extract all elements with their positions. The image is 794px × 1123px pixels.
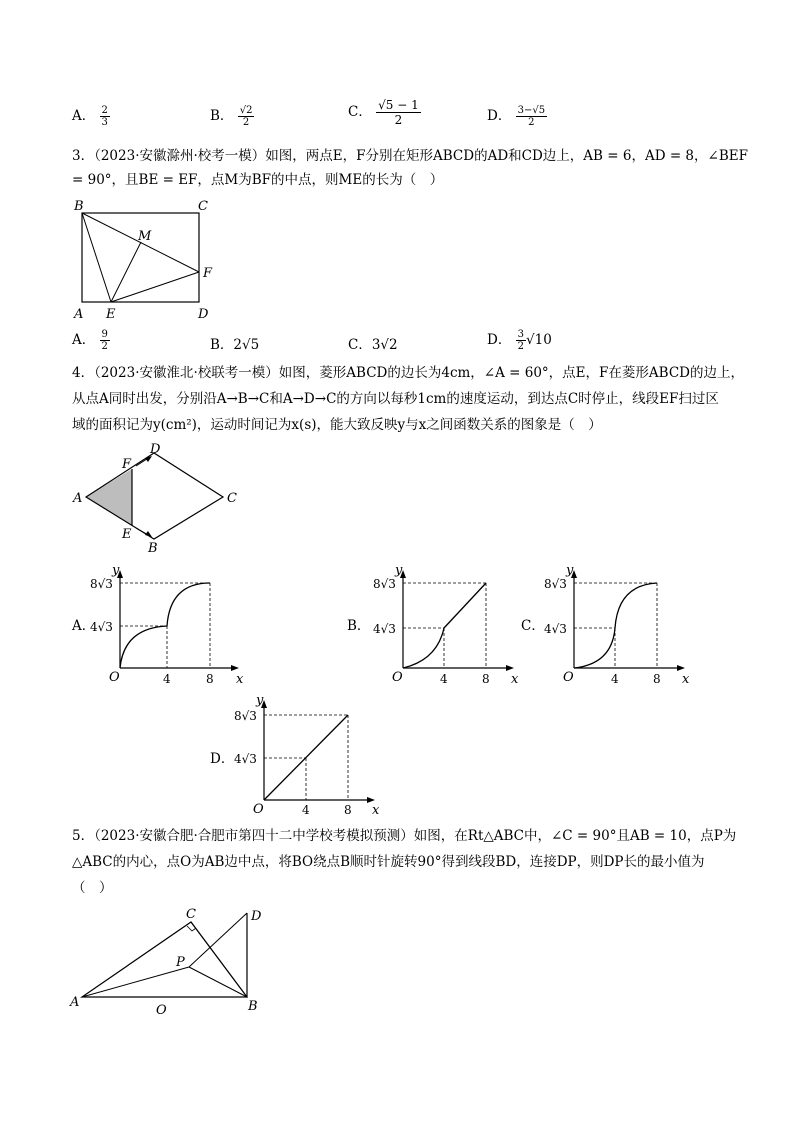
q4-graph-d[interactable] <box>226 690 386 816</box>
label-f: F <box>203 266 213 281</box>
q4-option-a-label[interactable]: A． <box>72 618 96 634</box>
axis-x-label: x <box>236 672 244 686</box>
axis-x-label: x <box>372 803 380 816</box>
q4-stem-line1: 4．（2023·安徽淮北·校联考一模）如图，菱形ABCD的边长为4cm，∠A = 60°，点E，F在菱形ABCD的边上， <box>72 365 744 381</box>
q3-option-a[interactable] <box>72 328 110 352</box>
fraction <box>100 329 110 352</box>
label-f: F <box>122 457 132 472</box>
q5-stem-line1: 5．（2023·安徽合肥·合肥市第四十二中学校考模拟预测）如图，在Rt△ABC中，∠C = 90°且AB = 10，点P为 <box>72 828 737 844</box>
tick-x-mid: 4 <box>302 803 310 816</box>
q4-graph-b[interactable] <box>365 560 525 686</box>
fraction <box>516 329 526 352</box>
denominator: 2 <box>242 117 250 128</box>
tick-x-mid: 4 <box>611 672 619 686</box>
option-letter: C． <box>348 104 372 120</box>
numerator: 3 <box>517 329 524 340</box>
numerator: √2 <box>239 105 253 116</box>
tick-y-lo: 4√3 <box>544 622 567 636</box>
axis-y-label: y <box>256 693 264 708</box>
numerator: 3−√5 <box>517 105 546 116</box>
q5-stem-line3: （ ） <box>72 880 113 896</box>
x-arrow <box>231 665 239 671</box>
label-m: M <box>138 229 152 244</box>
triangle-abc <box>82 922 247 997</box>
label-e: E <box>122 527 132 542</box>
segment-bp <box>189 967 247 997</box>
denominator: 2 <box>528 117 535 128</box>
axis-y-label: y <box>395 563 403 578</box>
numerator: 2 <box>101 105 108 116</box>
tick-y-hi: 8√3 <box>373 577 396 591</box>
tick-x-hi: 8 <box>653 672 661 686</box>
tick-x-mid: 4 <box>440 672 448 686</box>
option-letter: D． <box>487 108 512 124</box>
label-d: D <box>251 909 262 924</box>
x-arrow <box>506 665 514 671</box>
q4-option-b-label[interactable]: B． <box>347 618 371 634</box>
option-letter: B． <box>210 337 234 353</box>
origin-label: O <box>392 670 403 685</box>
tick-y-hi: 8√3 <box>90 577 113 591</box>
q3-option-b[interactable] <box>210 333 259 353</box>
label-c: C <box>186 907 196 922</box>
numerator: 9 <box>101 329 108 340</box>
denominator: 2 <box>394 113 403 127</box>
option-text: 2√5 <box>233 337 260 353</box>
numerator: √5 − 1 <box>378 98 419 112</box>
tick-x-hi: 8 <box>482 672 490 686</box>
q4-rhombus-figure <box>70 440 250 556</box>
denominator: 2 <box>101 341 108 352</box>
origin-label: O <box>109 670 120 685</box>
q3-option-d[interactable] <box>487 328 552 352</box>
q5-triangle-figure <box>66 902 276 1022</box>
q2-option-a[interactable] <box>72 104 110 128</box>
q4-graph-a[interactable] <box>90 560 250 686</box>
tick-y-lo: 4√3 <box>373 622 396 636</box>
tick-x-hi: 8 <box>206 672 214 686</box>
q4-stem-line2: 从点A同时出发，分别沿A→B→C和A→D→C的方向以每秒1cm的速度运动，到达点C时停止，线段EF扫过区 <box>72 391 719 407</box>
label-a: A <box>74 307 84 322</box>
x-arrow <box>677 665 685 671</box>
label-b: B <box>248 999 258 1014</box>
option-letter: A． <box>72 332 96 348</box>
tick-y-hi: 8√3 <box>234 709 257 723</box>
function-curve <box>403 583 486 668</box>
label-a: A <box>73 491 83 506</box>
q3-rectangle-figure <box>70 198 220 322</box>
q2-option-d[interactable] <box>487 104 547 128</box>
option-text: 3√2 <box>371 337 398 353</box>
q3-stem-line1: 3．（2023·安徽滁州·校考一模）如图，两点E，F分别在矩形ABCD的AD和CD边上，AB = 6，AD = 8，∠BEF <box>72 148 748 164</box>
label-p: P <box>176 955 185 970</box>
label-c: C <box>198 199 208 214</box>
function-curve <box>120 583 210 668</box>
label-d: D <box>198 307 209 322</box>
q4-graph-c[interactable] <box>536 560 696 686</box>
function-curve <box>574 583 657 668</box>
q4-option-c-label[interactable]: C． <box>521 618 545 634</box>
fraction <box>238 105 255 128</box>
origin-label: O <box>563 670 574 685</box>
segment-be <box>82 213 111 302</box>
label-c: C <box>227 491 237 506</box>
fraction <box>100 105 110 128</box>
swept-region <box>86 469 132 526</box>
axis-y-label: y <box>566 563 574 578</box>
option-letter: D． <box>487 332 512 348</box>
q4-stem-line3: 域的面积记为y(cm²)，运动时间记为x(s)，能大致反映y与x之间函数关系的图象是（ ） <box>72 417 602 433</box>
label-o: O <box>156 1003 167 1018</box>
fraction <box>516 105 547 128</box>
option-letter: A． <box>72 108 96 124</box>
q2-option-c[interactable] <box>348 98 421 127</box>
label-a: A <box>70 995 80 1010</box>
tick-x-hi: 8 <box>344 803 352 816</box>
q4-option-d-label[interactable]: D． <box>210 751 235 767</box>
axis-y-label: y <box>112 563 120 578</box>
label-b: B <box>148 541 158 556</box>
q2-option-b[interactable] <box>210 104 254 128</box>
tick-y-lo: 4√3 <box>234 752 257 766</box>
option-letter: B． <box>210 108 234 124</box>
option-text: √10 <box>526 332 552 348</box>
segment-cp <box>191 922 247 997</box>
rect-abcd <box>82 213 199 302</box>
q5-stem-line2: △ABC的内心，点O为AB边中点，将BO绕点B顺时针旋转90°得到线段BD，连接DP，则DP长的最小值为 <box>72 854 705 870</box>
origin-label: O <box>253 802 264 816</box>
segment-ap <box>82 967 189 997</box>
function-line <box>264 715 348 800</box>
tick-x-mid: 4 <box>163 672 171 686</box>
label-d: D <box>150 442 161 457</box>
q3-option-c[interactable] <box>348 333 398 353</box>
label-b: B <box>74 199 84 214</box>
fraction <box>376 98 421 127</box>
tick-y-hi: 8√3 <box>544 577 567 591</box>
axis-x-label: x <box>682 672 690 686</box>
tick-y-lo: 4√3 <box>90 620 113 634</box>
denominator: 2 <box>517 341 524 352</box>
denominator: 3 <box>101 117 108 128</box>
axis-x-label: x <box>511 672 519 686</box>
label-e: E <box>106 307 116 322</box>
q3-stem-line2: = 90°，且BE = EF，点M为BF的中点，则ME的长为（ ） <box>72 172 444 188</box>
option-letter: C． <box>348 337 372 353</box>
